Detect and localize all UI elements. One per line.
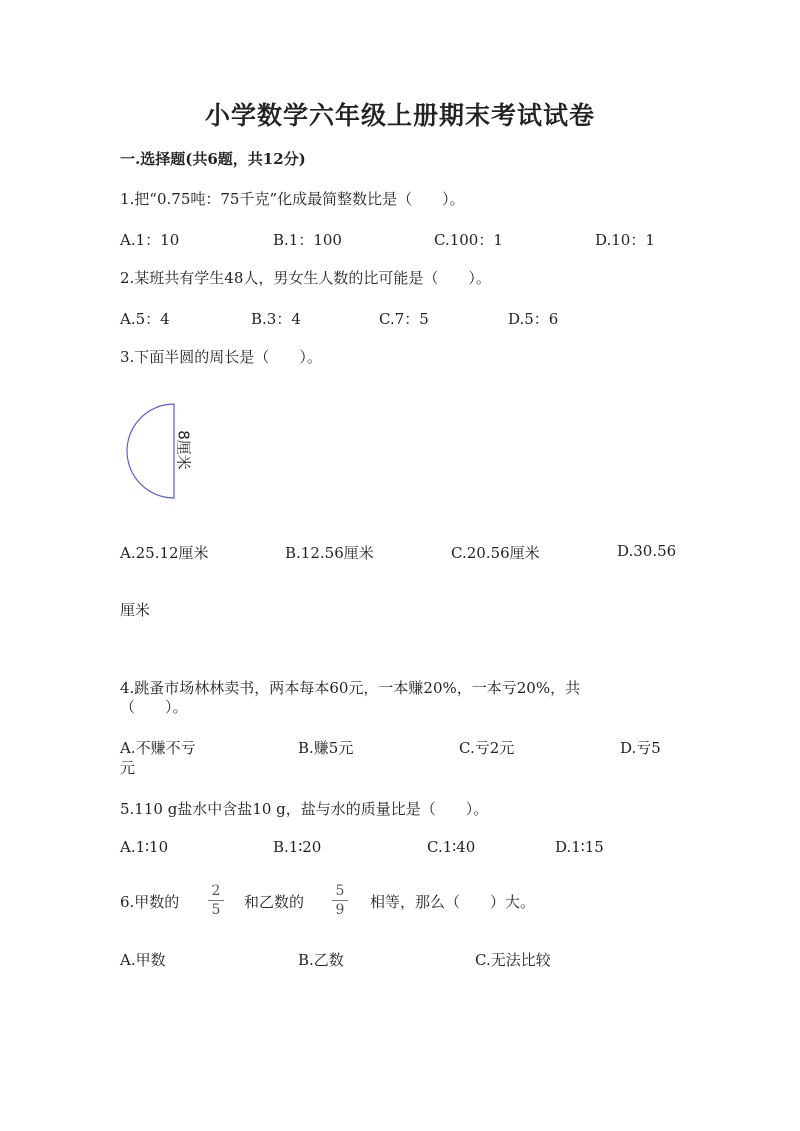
fraction-2-denominator: 9 [335,902,345,918]
fraction-two-fifths [206,883,226,918]
question-4-text: 4.跳蚤市场林林卖书，两本每本60元，一本赚20%，一本亏20%，共 [120,679,581,697]
question-6-part1: 6.甲数的 [120,893,180,911]
semicircle-shape [127,404,174,498]
page-title: 小学数学六年级上册期末考试试卷 [204,101,595,130]
fraction-1-numerator: 2 [211,883,221,899]
question-1-text: 1.把“0.75吨：75千克”化成最简整数比是（ ）。 [120,190,465,208]
fraction-five-ninths [330,883,350,918]
q1-option-a: A.1：10 [120,231,180,249]
q1-option-c: C.100：1 [434,231,503,249]
q2-option-b: B.3：4 [251,310,301,328]
q3-option-b: B.12.56厘米 [285,544,374,562]
q4-option-b: B.赚5元 [298,739,354,757]
question-6-part3: 相等，那么（ ）大。 [370,893,536,911]
section-heading: 一.选择题(共6题，共12分) [120,150,306,168]
q3-option-d: D.30.56 [617,542,677,560]
question-2-text: 2.某班共有学生48人，男女生人数的比可能是（ ）。 [120,269,491,287]
question-5-text: 5.110 g盐水中含盐10 g，盐与水的质量比是（ ）。 [120,800,489,818]
q2-option-d: D.5：6 [508,310,559,328]
question-4-text-line2: （ ）。 [120,698,188,716]
q4-option-c: C.亏2元 [459,739,515,757]
q5-option-a: A.1∶10 [120,838,169,856]
fraction-1-bar [208,900,224,901]
fraction-2-bar [332,900,348,901]
q5-option-c: C.1∶40 [427,838,476,856]
q3-option-c: C.20.56厘米 [451,544,540,562]
q6-option-b: B.乙数 [298,951,344,969]
diameter-label: 8厘米 [174,430,193,470]
q3-option-d-wrap: 厘米 [120,601,151,619]
fraction-1-denominator: 5 [211,902,221,918]
q6-option-c: C.无法比较 [475,951,551,969]
fraction-2-numerator: 5 [335,883,345,899]
question-6-part2: 和乙数的 [244,893,305,911]
q1-option-b: B.1：100 [273,231,342,249]
q5-option-d: D.1∶15 [555,838,604,856]
q3-option-a: A.25.12厘米 [120,544,209,562]
question-3-text: 3.下面半圆的周长是（ ）。 [120,348,322,366]
q4-option-a: A.不赚不亏 [120,739,196,757]
q2-option-a: A.5：4 [120,310,170,328]
q4-option-d-wrap: 元 [120,759,136,777]
q5-option-b: B.1∶20 [273,838,322,856]
q6-option-a: A.甲数 [120,951,166,969]
q2-option-c: C.7：5 [379,310,429,328]
q1-option-d: D.10：1 [595,231,655,249]
q4-option-d: D.亏5 [620,739,661,757]
